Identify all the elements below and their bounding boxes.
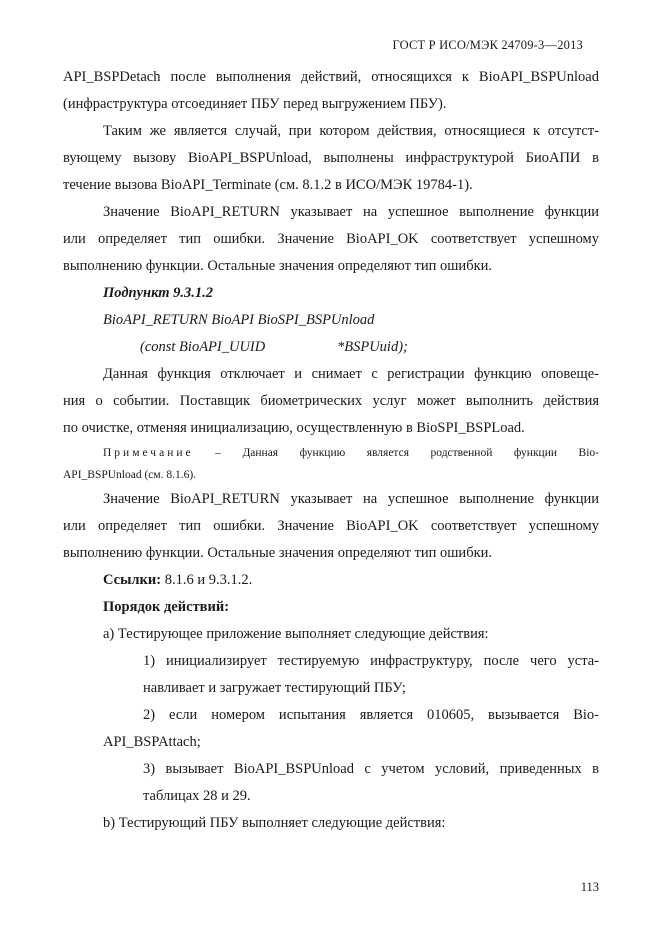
argument-type: (const BioAPI_UUID [140,339,266,355]
running-header: ГОСТ Р ИСО/МЭК 24709-3—2013 [392,38,583,52]
references-line [63,567,599,594]
subclause-heading: Подпункт 9.3.1.2 [103,285,214,301]
function-prototype: BioAPI_RETURN BioAPI BioSPI_BSPUnload [103,312,375,328]
references-text: 8.1.6 и 9.3.1.2. [161,572,253,588]
procedure-heading: Порядок действий: [103,599,230,615]
text-line: Значение BioAPI_RETURN указывает на успешное выполнение функции [103,204,599,220]
note-label: Примечание [103,447,194,459]
page-body [63,64,599,837]
text-line: таблицах 28 и 29. [143,788,251,804]
list-item: a) Тестирующее приложение выполняет следующие действия: [103,626,489,642]
text-line: или определяет тип ошибки. Значение BioAPI_OK соответствует успешному [63,518,599,534]
list-item: b) Тестирующий ПБУ выполняет следующие действия: [103,815,446,831]
text-line: по очистке, отменяя инициализацию, осуществленную в BioSPI_BSPLoad. [63,420,525,436]
function-arguments [63,334,599,361]
references-label: Ссылки: [103,572,162,588]
text-line: вующему вызову BioAPI_BSPUnload, выполнены инфраструктурой БиоАПИ в [63,150,599,166]
text-line: Данная функция отключает и снимает с регистрации функцию оповеще- [103,366,599,382]
text-line: 3) вызывает BioAPI_BSPUnload с учетом условий, приведенных в [143,761,599,777]
note-text: – Данная функцию является родственной функции Bio- [215,447,599,459]
text-line: выполнению функции. Остальные значения определяют тип ошибки. [63,545,493,561]
text-line: 1) инициализирует тестируемую инфраструктуру, после чего уста- [143,653,599,669]
text-line: Значение BioAPI_RETURN указывает на успешное выполнение функции [103,491,599,507]
text-line: течение вызова BioAPI_Terminate (см. 8.1.2 в ИСО/МЭК 19784-1). [63,177,473,193]
note-line: API_BSPUnload (см. 8.1.6). [63,469,197,481]
text-line: навливает и загружает тестирующий ПБУ; [143,680,406,696]
note-line [63,442,599,464]
text-line: ния о событии. Поставщик биометрических услуг может выполнить действия [63,393,599,409]
text-line: (инфраструктура отсоединяет ПБУ перед выгружением ПБУ). [63,96,447,112]
text-line: API_BSPDetach после выполнения действий, относящихся к BioAPI_BSPUnload [63,69,599,85]
text-line: выполнению функции. Остальные значения определяют тип ошибки. [63,258,493,274]
text-line: 2) если номером испытания является 010605, вызывается Bio- [143,707,599,723]
text-line: API_BSPAttach; [103,734,201,750]
page-number: 113 [580,880,599,894]
text-line: или определяет тип ошибки. Значение BioAPI_OK соответствует успешному [63,231,599,247]
argument-name: *BSPUuid); [337,339,408,355]
text-line: Таким же является случай, при котором действия, относящиеся к отсутст- [103,123,599,139]
